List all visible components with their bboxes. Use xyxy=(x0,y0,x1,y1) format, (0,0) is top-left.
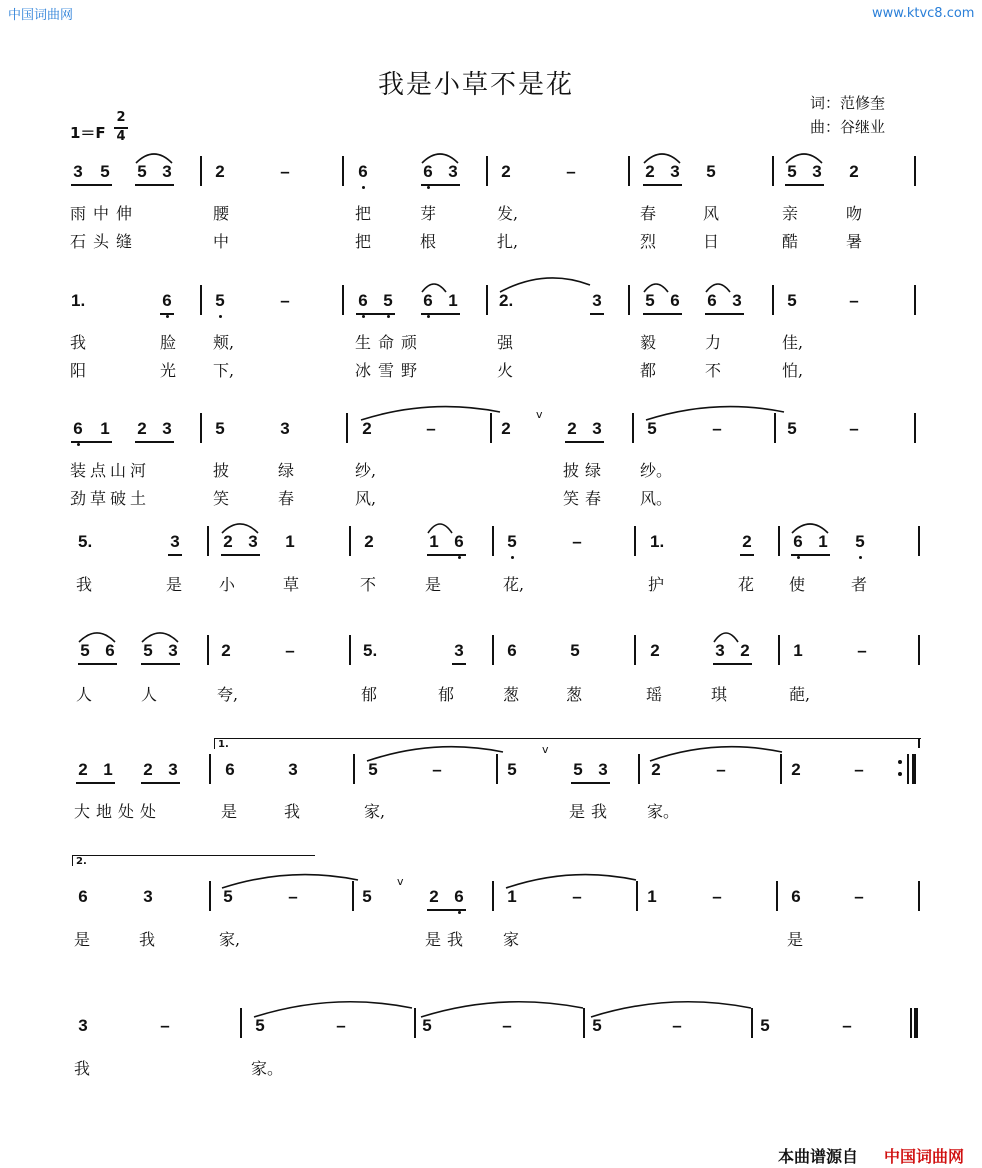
lyric: 劲草破土 xyxy=(70,489,151,508)
tie xyxy=(650,747,782,761)
watermark-top-right: www.ktvc8.com xyxy=(872,6,975,21)
lyric: 家, xyxy=(364,802,386,821)
note: 2 xyxy=(215,162,225,181)
note: 2 xyxy=(742,532,752,551)
lyric: 暑 xyxy=(846,232,863,251)
breath-mark: v xyxy=(542,743,549,756)
note: 5 xyxy=(383,291,393,310)
slur xyxy=(136,154,172,163)
note: 1 xyxy=(448,291,458,310)
lyric: 毅 xyxy=(640,333,657,352)
slur xyxy=(644,284,668,292)
note-dash: – xyxy=(572,887,582,906)
time-signature-bottom: 4 xyxy=(116,129,126,144)
slur xyxy=(79,633,115,642)
slur xyxy=(644,154,680,163)
note-dash: – xyxy=(854,760,864,779)
lyric: 扎, xyxy=(497,232,519,251)
note: 3 xyxy=(592,291,602,310)
lyric: 是 xyxy=(74,930,91,949)
note: 3 xyxy=(670,162,680,181)
note: 5 xyxy=(80,641,90,660)
note: 6 xyxy=(78,887,88,906)
lyric: 发, xyxy=(497,204,519,223)
note: 5 xyxy=(787,162,797,181)
note-dash: – xyxy=(280,291,290,310)
note: 6 xyxy=(793,532,803,551)
lyric: 都 xyxy=(640,361,657,380)
note: 3 xyxy=(168,641,178,660)
lyric: 家, xyxy=(219,930,241,949)
note-dash: – xyxy=(280,162,290,181)
lyric: 是 xyxy=(787,930,804,949)
tie xyxy=(591,1002,751,1017)
lyric: 者 xyxy=(851,575,868,594)
note: 2 xyxy=(650,641,660,660)
lyric: 风, xyxy=(355,489,377,508)
note: 6 xyxy=(358,162,368,181)
note: 5. xyxy=(363,641,378,660)
note: 6 xyxy=(225,760,235,779)
note: 6 xyxy=(105,641,115,660)
lyric: 是我 xyxy=(569,802,614,821)
note-dash: – xyxy=(566,162,576,181)
lyric: 腰 xyxy=(213,204,230,223)
note: 2 xyxy=(501,162,511,181)
note: 5 xyxy=(573,760,583,779)
note: 5 xyxy=(592,1016,602,1035)
slur xyxy=(422,154,458,163)
slur xyxy=(222,524,258,533)
note-dash: – xyxy=(572,532,582,551)
note: 5 xyxy=(570,641,580,660)
note: 6 xyxy=(162,291,172,310)
note-dash: – xyxy=(672,1016,682,1035)
tie xyxy=(500,278,590,292)
lyric: 草 xyxy=(283,575,300,594)
note-dash: – xyxy=(842,1016,852,1035)
tie xyxy=(421,1002,583,1017)
note: 2 xyxy=(740,641,750,660)
lyric: 下, xyxy=(213,361,235,380)
note: 3 xyxy=(732,291,742,310)
breath-mark: v xyxy=(536,408,543,421)
lyric: 是 xyxy=(166,575,183,594)
lyric: 颊, xyxy=(213,333,235,352)
lyric: 中 xyxy=(213,232,230,251)
footer-source-label: 本曲谱源自 xyxy=(778,1147,859,1166)
note: 2 xyxy=(645,162,655,181)
lyric: 光 xyxy=(160,361,177,380)
note: 5 xyxy=(223,887,233,906)
lyric: 葱 xyxy=(503,685,520,704)
lyric: 我 xyxy=(74,1059,91,1078)
note: 1 xyxy=(507,887,517,906)
lyric: 力 xyxy=(705,333,722,352)
note: 5 xyxy=(855,532,865,551)
note-dash: – xyxy=(336,1016,346,1035)
note: 1 xyxy=(793,641,803,660)
note: 3 xyxy=(715,641,725,660)
lyric: 绿 xyxy=(278,461,295,480)
lyric: 风。 xyxy=(640,489,673,508)
note: 2 xyxy=(143,760,153,779)
composer-credit: 曲：谷继业 xyxy=(810,118,886,136)
lyric: 是我 xyxy=(425,930,470,949)
note: 3 xyxy=(812,162,822,181)
note: 5 xyxy=(255,1016,265,1035)
tie xyxy=(361,407,500,420)
slur xyxy=(706,284,730,292)
lyric: 不 xyxy=(705,361,722,380)
slur xyxy=(792,524,828,533)
lyric: 瑶 xyxy=(646,685,663,704)
lyric: 生命顽 xyxy=(355,333,425,352)
note: 5 xyxy=(143,641,153,660)
lyric: 葩, xyxy=(789,685,811,704)
note: 5 xyxy=(368,760,378,779)
note: 5 xyxy=(645,291,655,310)
lyric: 酷 xyxy=(782,232,799,251)
note: 2 xyxy=(362,419,372,438)
slur xyxy=(142,633,178,642)
note: 2 xyxy=(221,641,231,660)
note: 5 xyxy=(137,162,147,181)
lyric: 纱。 xyxy=(640,461,673,480)
lyric: 琪 xyxy=(711,685,728,704)
lyric: 笑 xyxy=(213,489,230,508)
note: 3 xyxy=(592,419,602,438)
lyric: 装点山河 xyxy=(70,461,151,480)
lyric: 葱 xyxy=(566,685,583,704)
lyric: 我 xyxy=(284,802,301,821)
lyric: 人 xyxy=(141,685,158,704)
lyric: 雨中伸 xyxy=(70,204,140,223)
footer-site-name[interactable]: 中国词曲网 xyxy=(884,1147,965,1166)
tie xyxy=(222,875,358,888)
note: 3 xyxy=(143,887,153,906)
note: 6 xyxy=(423,162,433,181)
note: 3 xyxy=(162,162,172,181)
note: 1 xyxy=(285,532,295,551)
lyric: 披 xyxy=(213,461,230,480)
note-dash: – xyxy=(426,419,436,438)
lyric: 我 xyxy=(70,333,87,352)
note-dash: – xyxy=(849,419,859,438)
note: 2 xyxy=(429,887,439,906)
lyricist-credit: 词：范修奎 xyxy=(810,94,886,112)
note: 1 xyxy=(647,887,657,906)
lyric: 花, xyxy=(503,575,525,594)
lyric: 家。 xyxy=(647,802,680,821)
note: 5 xyxy=(647,419,657,438)
lyric: 郁 xyxy=(438,685,455,704)
note: 5 xyxy=(215,291,225,310)
slur xyxy=(428,524,452,533)
note: 2 xyxy=(501,419,511,438)
song-title: 我是小草不是花 xyxy=(378,70,575,100)
note: 2 xyxy=(567,419,577,438)
key-signature: 1＝F xyxy=(70,124,106,142)
note: 1 xyxy=(429,532,439,551)
tie xyxy=(367,747,503,761)
lyric: 人 xyxy=(76,685,93,704)
note: 2 xyxy=(849,162,859,181)
slur xyxy=(422,284,446,292)
lyric: 笑春 xyxy=(563,489,608,508)
note: 1 xyxy=(818,532,828,551)
first-ending-label: 1. xyxy=(218,739,229,750)
lyric: 把 xyxy=(355,204,372,223)
tie xyxy=(506,875,636,888)
note: 5 xyxy=(787,419,797,438)
note: 3 xyxy=(598,760,608,779)
lyric: 大地处处 xyxy=(74,802,163,821)
note: 6 xyxy=(791,887,801,906)
lyric: 我 xyxy=(76,575,93,594)
note: 3 xyxy=(248,532,258,551)
lyric: 护 xyxy=(648,575,665,594)
tie xyxy=(646,407,784,420)
note: 2. xyxy=(499,291,514,310)
note: 3 xyxy=(454,641,464,660)
lyric: 阳 xyxy=(70,361,87,380)
note: 1 xyxy=(100,419,110,438)
lyric: 石头缝 xyxy=(70,232,140,251)
lyric: 小 xyxy=(219,575,236,594)
note: 2 xyxy=(78,760,88,779)
watermark-top-left: 中国词曲网 xyxy=(8,8,74,23)
note: 6 xyxy=(73,419,83,438)
note: 5 xyxy=(362,887,372,906)
note: 2 xyxy=(223,532,233,551)
note-dash: – xyxy=(712,887,722,906)
note-dash: – xyxy=(716,760,726,779)
lyric: 怕, xyxy=(782,361,804,380)
lyric: 郁 xyxy=(361,685,378,704)
note: 5 xyxy=(787,291,797,310)
note-dash: – xyxy=(857,641,867,660)
note: 3 xyxy=(280,419,290,438)
lyric: 芽 xyxy=(420,204,437,223)
note-dash: – xyxy=(712,419,722,438)
note: 3 xyxy=(170,532,180,551)
note: 3 xyxy=(448,162,458,181)
slur xyxy=(786,154,822,163)
note-dash: – xyxy=(160,1016,170,1035)
lyric: 根 xyxy=(420,232,437,251)
note: 5 xyxy=(706,162,716,181)
lyric: 是 xyxy=(425,575,442,594)
tie xyxy=(254,1002,412,1017)
note: 5 xyxy=(215,419,225,438)
note: 6 xyxy=(670,291,680,310)
note: 6 xyxy=(707,291,717,310)
note: 3 xyxy=(73,162,83,181)
note: 6 xyxy=(423,291,433,310)
note-dash: – xyxy=(432,760,442,779)
lyric: 烈 xyxy=(640,232,657,251)
lyric: 日 xyxy=(703,232,720,251)
lyric: 家。 xyxy=(251,1059,284,1078)
lyric: 佳, xyxy=(782,333,804,352)
note: 6 xyxy=(358,291,368,310)
lyric: 吻 xyxy=(846,204,863,223)
note: 3 xyxy=(78,1016,88,1035)
note: 6 xyxy=(507,641,517,660)
lyric: 纱, xyxy=(355,461,377,480)
note: 5 xyxy=(507,760,517,779)
note: 5 xyxy=(422,1016,432,1035)
note: 6 xyxy=(454,887,464,906)
note: 2 xyxy=(137,419,147,438)
note: 5 xyxy=(507,532,517,551)
lyric: 花 xyxy=(738,575,755,594)
lyric: 强 xyxy=(497,333,514,352)
lyric: 亲 xyxy=(782,204,799,223)
note: 2 xyxy=(651,760,661,779)
time-signature-top: 2 xyxy=(116,110,126,125)
note: 1. xyxy=(650,532,665,551)
breath-mark: v xyxy=(397,875,404,888)
note: 3 xyxy=(288,760,298,779)
lyric: 春 xyxy=(640,204,657,223)
lyric: 我 xyxy=(139,930,156,949)
second-ending-label: 2. xyxy=(76,856,87,867)
lyric: 不 xyxy=(360,575,377,594)
lyric: 把 xyxy=(355,232,372,251)
note: 3 xyxy=(168,760,178,779)
lyric: 冰雪野 xyxy=(355,361,425,380)
lyric: 夸, xyxy=(217,685,239,704)
note: 2 xyxy=(791,760,801,779)
note-dash: – xyxy=(502,1016,512,1035)
note: 2 xyxy=(364,532,374,551)
lyric: 使 xyxy=(789,575,806,594)
lyric: 火 xyxy=(497,361,514,380)
lyric: 家 xyxy=(503,930,520,949)
note: 5 xyxy=(100,162,110,181)
note: 5 xyxy=(760,1016,770,1035)
note-dash: – xyxy=(285,641,295,660)
lyric: 春 xyxy=(278,489,295,508)
note: 6 xyxy=(454,532,464,551)
note: 1. xyxy=(71,291,86,310)
lyric: 披绿 xyxy=(563,461,608,480)
note: 3 xyxy=(162,419,172,438)
lyric: 脸 xyxy=(160,333,177,352)
note: 5. xyxy=(78,532,93,551)
note: 1 xyxy=(103,760,113,779)
lyric: 是 xyxy=(221,802,238,821)
note-dash: – xyxy=(849,291,859,310)
slur xyxy=(714,633,738,642)
lyric: 风 xyxy=(703,204,720,223)
note-dash: – xyxy=(288,887,298,906)
note-dash: – xyxy=(854,887,864,906)
